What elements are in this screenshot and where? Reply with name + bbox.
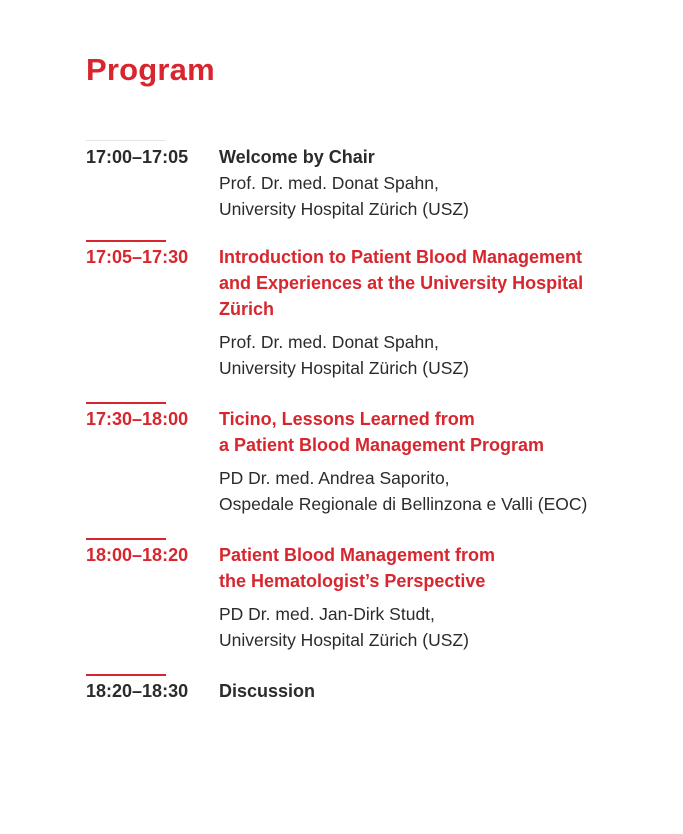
speaker-name: PD Dr. med. Andrea Saporito, <box>219 468 450 488</box>
session-title-line: Ticino, Lessons Learned from <box>219 409 475 429</box>
session-title <box>219 542 669 594</box>
session-title <box>219 406 669 458</box>
session-time: 17:05–17:30 <box>86 247 189 267</box>
session-content <box>219 244 669 381</box>
divider <box>86 674 166 676</box>
speaker-affiliation: University Hospital Zürich (USZ) <box>219 358 469 378</box>
speaker-name: Prof. Dr. med. Donat Spahn, <box>219 332 439 352</box>
speaker-affiliation: Ospedale Regionale di Bellinzona e Valli (EOC) <box>219 494 588 514</box>
session-speaker <box>219 465 669 517</box>
divider <box>86 402 166 404</box>
speaker-name: Prof. Dr. med. Donat Spahn, <box>219 173 439 193</box>
session-title-line: Introduction to Patient Blood Management <box>219 247 582 267</box>
divider <box>86 538 166 540</box>
session-title <box>219 244 669 322</box>
page-title: Program <box>86 52 215 87</box>
session-content <box>219 678 669 704</box>
session-title-line: and Experiences at the University Hospital <box>219 273 584 293</box>
session-time: 17:00–17:05 <box>86 147 189 167</box>
session-title-line: Discussion <box>219 681 316 701</box>
session-content <box>219 406 669 517</box>
session-title-line: a Patient Blood Management Program <box>219 435 545 455</box>
speaker-affiliation: University Hospital Zürich (USZ) <box>219 630 469 650</box>
divider <box>86 140 166 141</box>
speaker-name: PD Dr. med. Jan-Dirk Studt, <box>219 604 435 624</box>
session-time: 17:30–18:00 <box>86 409 189 429</box>
speaker-affiliation: University Hospital Zürich (USZ) <box>219 199 469 219</box>
session-title <box>219 678 669 704</box>
session-content <box>219 144 669 222</box>
session-speaker <box>219 329 669 381</box>
session-title-line: Welcome by Chair <box>219 147 375 167</box>
session-speaker <box>219 601 669 653</box>
divider <box>86 240 166 242</box>
session-title-line: the Hematologist’s Perspective <box>219 571 486 591</box>
session-time: 18:20–18:30 <box>86 681 189 701</box>
session-title-line: Zürich <box>219 299 275 319</box>
session-speaker <box>219 170 669 222</box>
session-title <box>219 144 669 170</box>
session-content <box>219 542 669 653</box>
session-time: 18:00–18:20 <box>86 545 189 565</box>
session-title-line: Patient Blood Management from <box>219 545 496 565</box>
